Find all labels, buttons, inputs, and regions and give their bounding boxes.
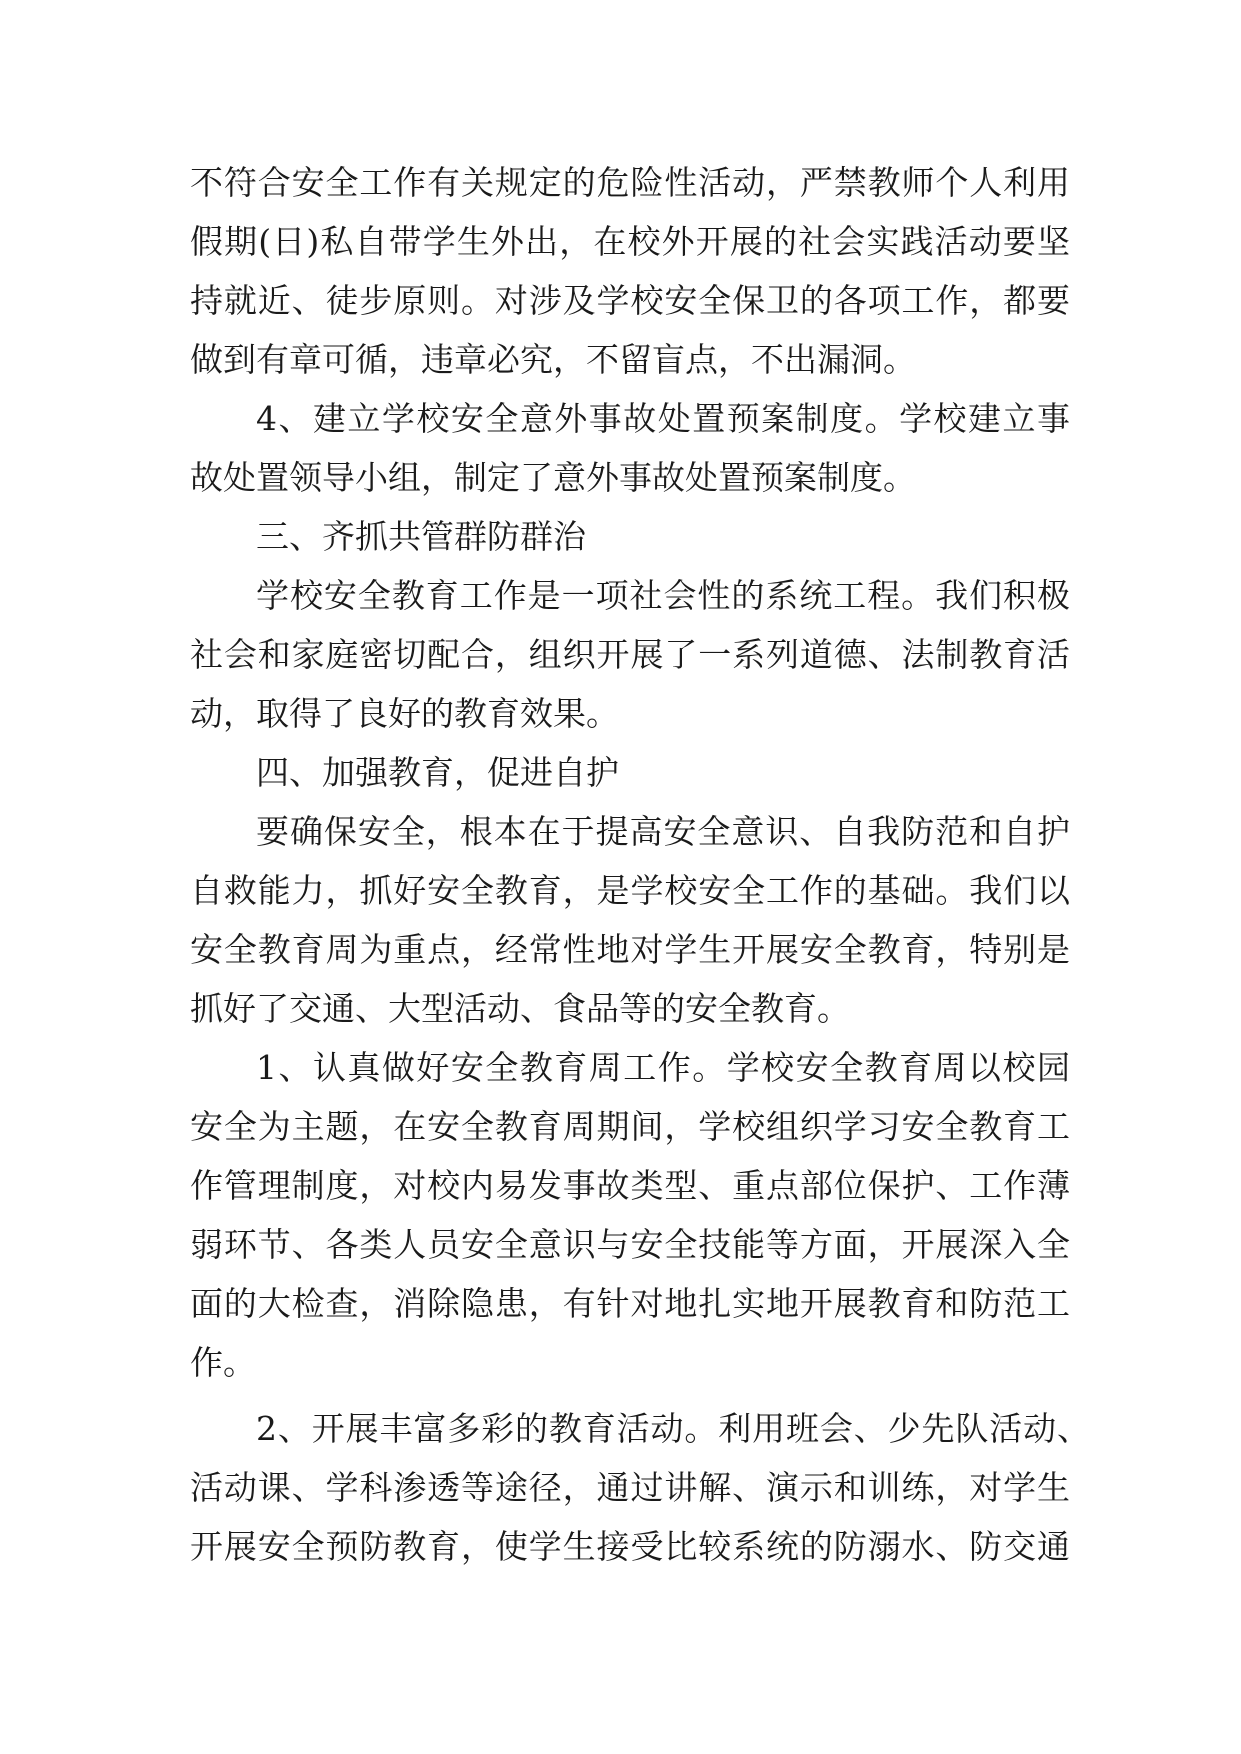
text-line: 学校安全教育工作是一项社会性的系统工程。我们积极 bbox=[256, 576, 1070, 615]
text-line: 要确保安全，根本在于提高安全意识、自我防范和自护 bbox=[256, 812, 1070, 851]
text-line: 4、建立学校安全意外事故处置预案制度。学校建立事 bbox=[256, 399, 1070, 438]
text-line: 1、认真做好安全教育周工作。学校安全教育周以校园 bbox=[256, 1048, 1070, 1087]
text-line: 作。 bbox=[190, 1343, 256, 1382]
text-line: 安全为主题，在安全教育周期间，学校组织学习安全教育工 bbox=[190, 1107, 1070, 1146]
text-line: 做到有章可循，违章必究，不留盲点，不出漏洞。 bbox=[190, 340, 916, 379]
text-line: 持就近、徒步原则。对涉及学校安全保卫的各项工作，都要 bbox=[190, 281, 1070, 320]
text-line: 作管理制度，对校内易发事故类型、重点部位保护、工作薄 bbox=[190, 1166, 1070, 1205]
text-line: 故处置领导小组，制定了意外事故处置预案制度。 bbox=[190, 458, 916, 497]
text-line: 不符合安全工作有关规定的危险性活动，严禁教师个人利用 bbox=[190, 163, 1070, 202]
text-line: 弱环节、各类人员安全意识与安全技能等方面，开展深入全 bbox=[190, 1225, 1070, 1264]
section-heading: 三、齐抓共管群防群治 bbox=[256, 517, 586, 556]
text-line: 2、开展丰富多彩的教育活动。利用班会、少先队活动、 bbox=[256, 1409, 1090, 1448]
text-line: 活动课、学科渗透等途径，通过讲解、演示和训练，对学生 bbox=[190, 1468, 1070, 1507]
text-line: 自救能力，抓好安全教育，是学校安全工作的基础。我们以 bbox=[190, 871, 1070, 910]
text-line: 社会和家庭密切配合，组织开展了一系列道德、法制教育活 bbox=[190, 635, 1070, 674]
text-line: 假期(日)私自带学生外出，在校外开展的社会实践活动要坚 bbox=[190, 222, 1070, 261]
text-line: 开展安全预防教育，使学生接受比较系统的防溺水、防交通 bbox=[190, 1527, 1070, 1566]
text-line: 抓好了交通、大型活动、食品等的安全教育。 bbox=[190, 989, 850, 1028]
text-line: 动，取得了良好的教育效果。 bbox=[190, 694, 619, 733]
text-line: 安全教育周为重点，经常性地对学生开展安全教育，特别是 bbox=[190, 930, 1070, 969]
text-line: 面的大检查，消除隐患，有针对地扎实地开展教育和防范工 bbox=[190, 1284, 1070, 1323]
section-heading: 四、加强教育，促进自护 bbox=[256, 753, 619, 792]
